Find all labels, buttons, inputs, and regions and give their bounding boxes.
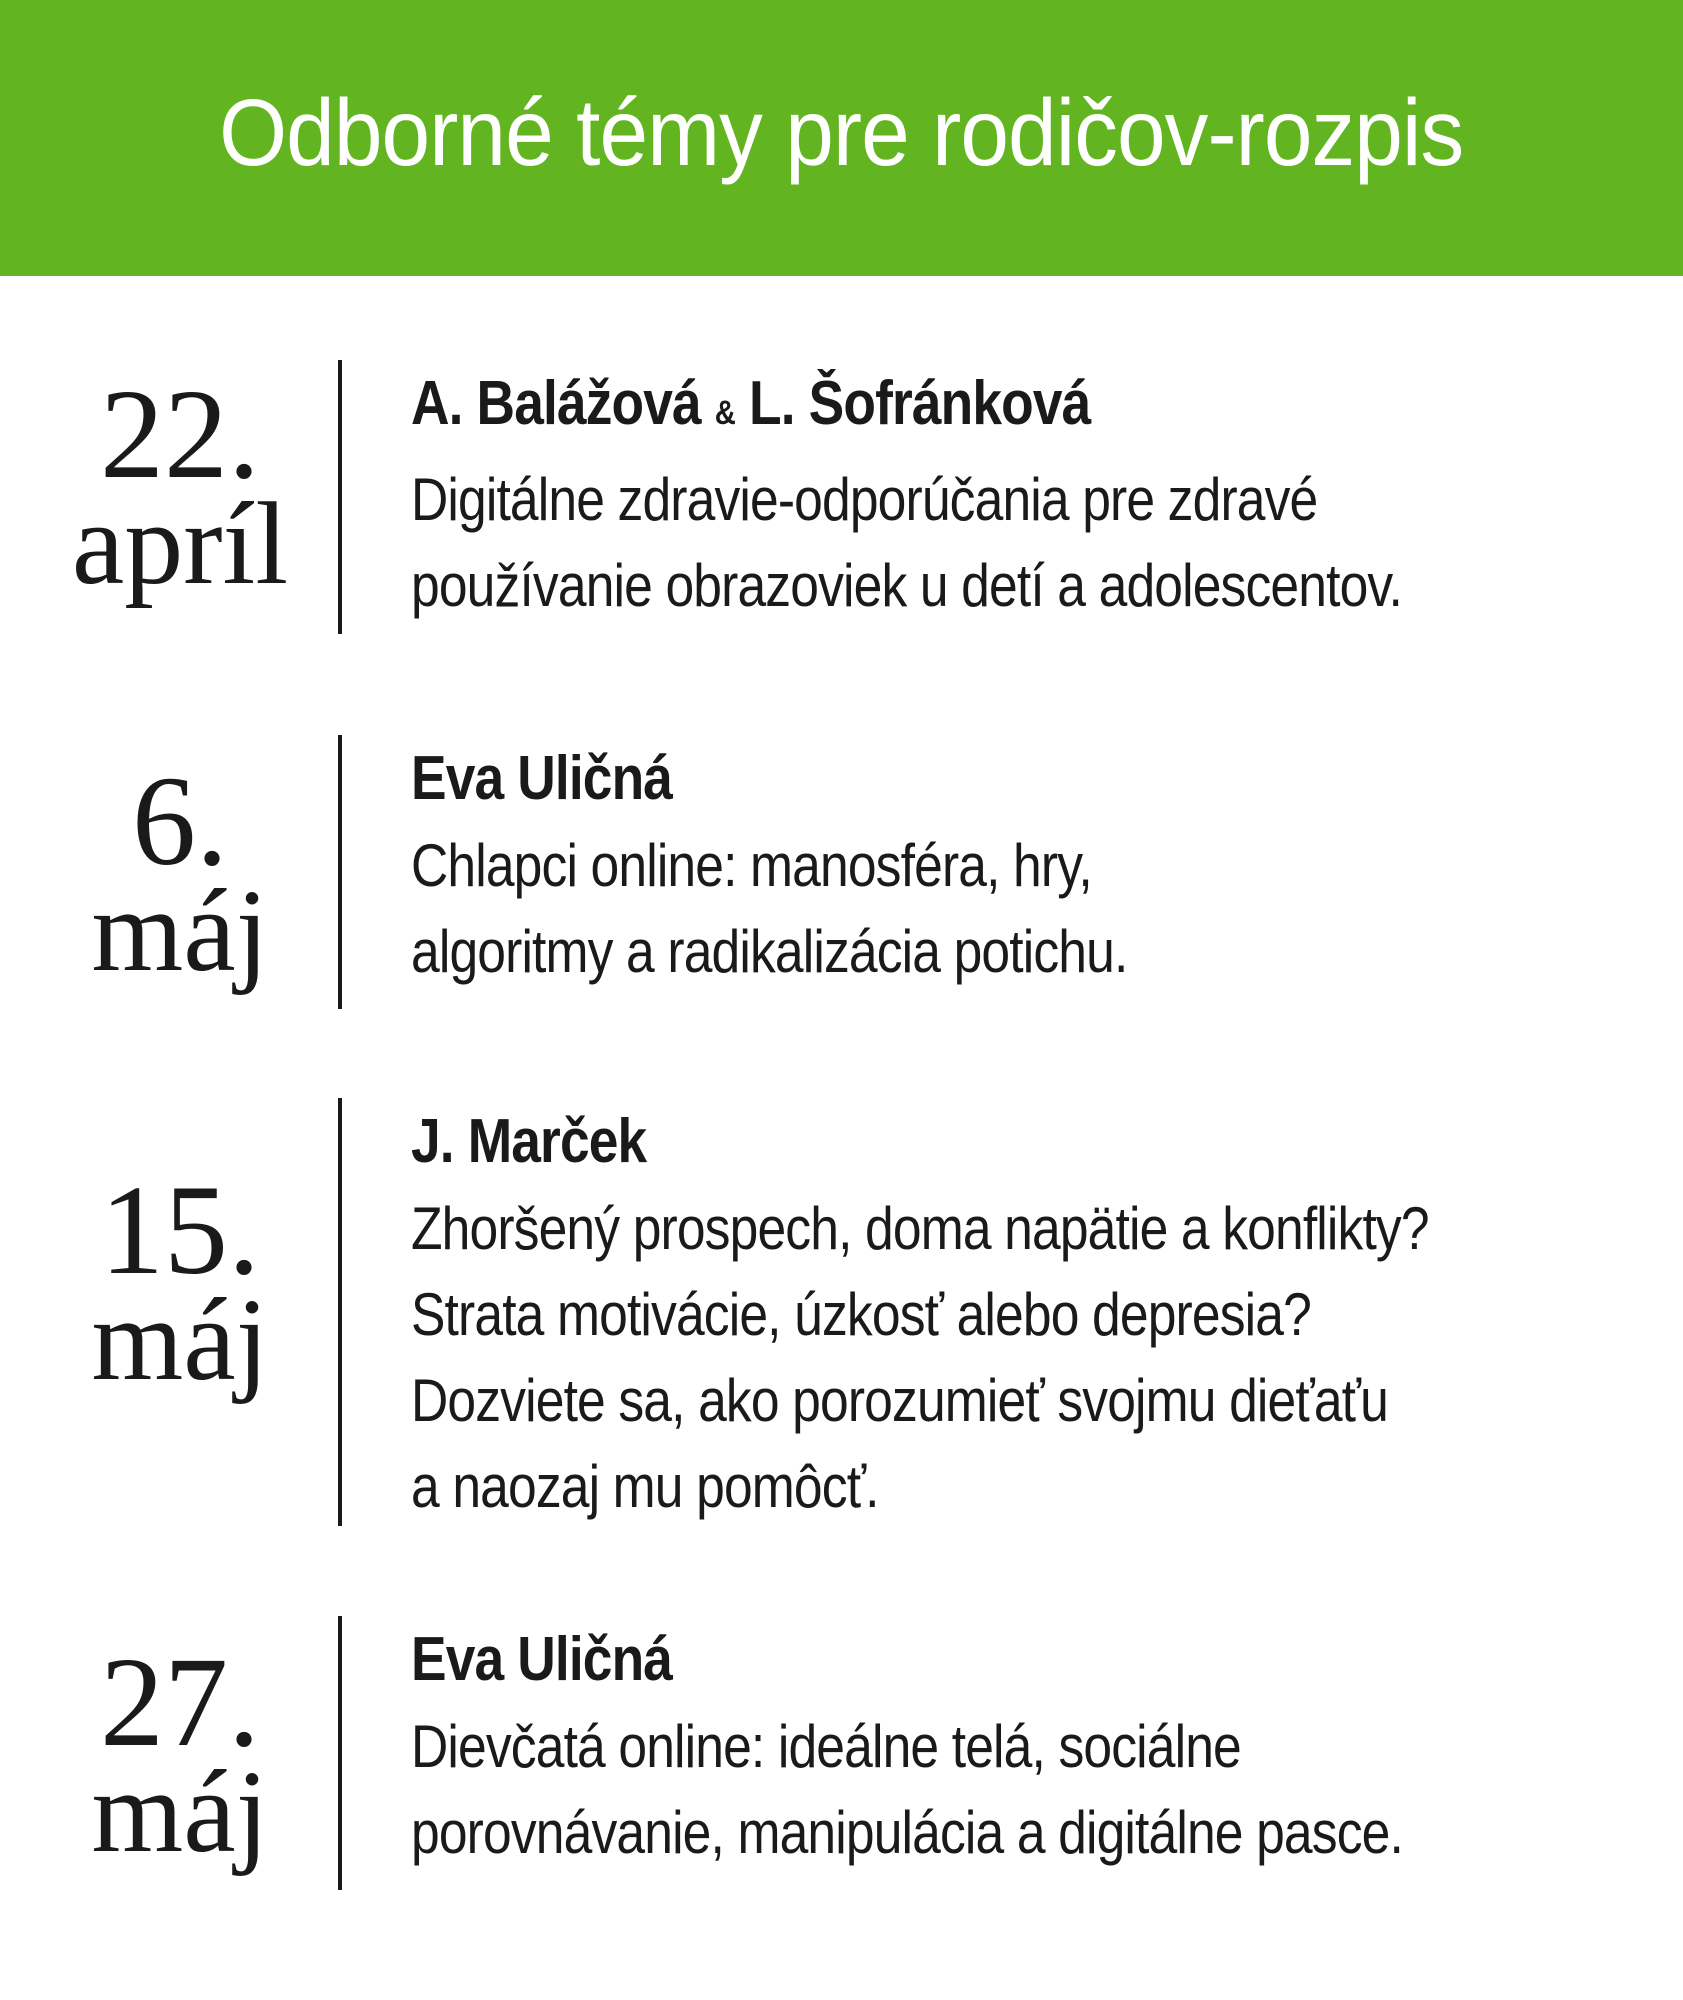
entry-day: 22. bbox=[100, 363, 260, 505]
entry-description-line: porovnávanie, manipulácia a digitálne pasce. bbox=[411, 1799, 1403, 1866]
entry-day: 6. bbox=[132, 750, 228, 892]
entry-date bbox=[40, 363, 320, 609]
entry-description-line: Chlapci online: manosféra, hry, bbox=[411, 832, 1092, 899]
entry-date bbox=[40, 750, 320, 996]
speaker-name: A. Balážová bbox=[411, 369, 701, 438]
speaker-ampersand: & bbox=[714, 394, 736, 432]
entry-description-line: používanie obrazoviek u detí a adolescentov. bbox=[411, 552, 1403, 619]
entry-divider bbox=[338, 735, 342, 1009]
entry-description-line: Strata motivácie, úzkosť alebo depresia? bbox=[411, 1281, 1311, 1348]
entry-speaker: Eva Uličná bbox=[411, 744, 673, 813]
entry-divider bbox=[338, 1616, 342, 1890]
entry-divider bbox=[338, 360, 342, 634]
entry-day: 15. bbox=[100, 1159, 260, 1301]
entry-speaker: J. Marček bbox=[411, 1107, 647, 1176]
entry-speaker bbox=[411, 360, 1486, 457]
entry-divider bbox=[338, 1098, 342, 1526]
speaker-name: L. Šofránková bbox=[749, 369, 1091, 438]
entry-day: 27. bbox=[100, 1631, 260, 1773]
entry-description-line: Zhoršený prospech, doma napätie a konflikty? bbox=[411, 1195, 1429, 1262]
entry-date bbox=[40, 1631, 320, 1877]
header-banner bbox=[0, 0, 1683, 276]
entry-text bbox=[411, 360, 1661, 629]
entry-description-line: Dozviete sa, ako porozumieť svojmu dieťaťu bbox=[411, 1367, 1389, 1434]
entry-description-line: a naozaj mu pomôcť. bbox=[411, 1453, 879, 1520]
entry-description-line: Dievčatá online: ideálne telá, sociálne bbox=[411, 1713, 1241, 1780]
entry-description-line: Digitálne zdravie-odporúčania pre zdravé bbox=[411, 466, 1318, 533]
entry-month: máj bbox=[91, 1274, 269, 1405]
entry-month: máj bbox=[91, 865, 269, 996]
entry-date bbox=[40, 1159, 320, 1405]
entry-speaker: Eva Uličná bbox=[411, 1625, 673, 1694]
entry-text bbox=[411, 735, 1661, 995]
entry-text bbox=[411, 1098, 1661, 1530]
page-title: Odborné témy pre rodičov-rozpis bbox=[219, 79, 1464, 186]
entry-month: máj bbox=[91, 1746, 269, 1877]
entry-description-line: algoritmy a radikalizácia potichu. bbox=[411, 918, 1128, 985]
entry-text bbox=[411, 1616, 1661, 1876]
entry-month: apríl bbox=[71, 478, 289, 609]
